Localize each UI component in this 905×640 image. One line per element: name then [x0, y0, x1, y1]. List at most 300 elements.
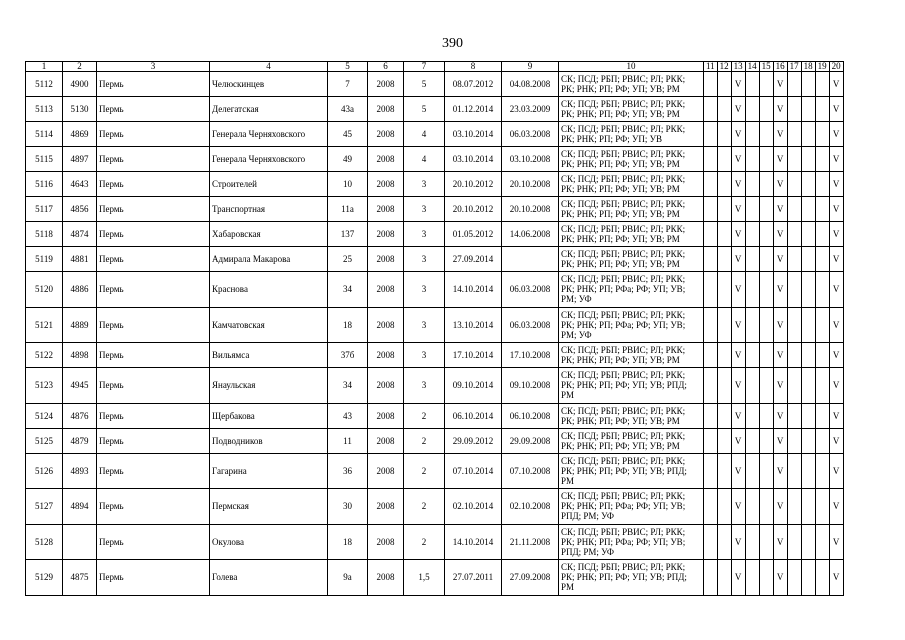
mark-cell-col-15 — [759, 307, 773, 343]
mark-cell-col-16: V — [773, 524, 787, 560]
mark-cell-col-18 — [801, 197, 815, 222]
year-cell: 2008 — [368, 560, 404, 596]
house-number-cell: 49 — [328, 147, 368, 172]
house-number-cell: 10 — [328, 172, 368, 197]
object-id-cell: 4889 — [63, 307, 97, 343]
column-header: 10 — [559, 62, 704, 72]
year-cell: 2008 — [368, 403, 404, 428]
mark-cell-col-18 — [801, 524, 815, 560]
row-number-cell: 5128 — [26, 524, 63, 560]
street-cell: Генерала Черняховского — [210, 122, 328, 147]
table-row — [26, 307, 844, 343]
mark-cell-col-17 — [787, 368, 801, 404]
work-codes-line: РК; РНК; РП; РФа; РФ; УП; УВ; — [561, 501, 686, 512]
mark-cell-col-13: V — [731, 97, 745, 122]
mark-cell-col-13: V — [731, 222, 745, 247]
mark-cell-col-13: V — [731, 428, 745, 453]
mark-cell-col-12 — [717, 403, 731, 428]
mark-cell-col-19 — [815, 428, 829, 453]
mark-cell-col-19 — [815, 72, 829, 97]
table-row — [26, 403, 844, 428]
floors-cell: 3 — [404, 222, 445, 247]
table-row — [26, 197, 844, 222]
date-2-cell: 06.03.2008 — [502, 272, 559, 308]
column-header: 7 — [404, 62, 445, 72]
mark-cell-col-15 — [759, 368, 773, 404]
mark-cell-col-18 — [801, 97, 815, 122]
work-codes-line: РК; РНК; РП; РФ; УП; УВ; РМ — [561, 234, 680, 244]
date-1-cell: 02.10.2014 — [445, 489, 502, 525]
work-codes-line: СК; ПСД; РБП; РВИС; РЛ; РКК; — [561, 174, 686, 184]
mark-cell-col-16: V — [773, 222, 787, 247]
work-codes-line: РК; РНК; РП; РФ; УП; УВ; РМ — [561, 109, 680, 119]
object-id-cell: 4897 — [63, 147, 97, 172]
object-id-cell: 4894 — [63, 489, 97, 525]
work-codes-cell — [559, 247, 704, 272]
mark-cell-col-15 — [759, 147, 773, 172]
date-2-cell: 09.10.2008 — [502, 368, 559, 404]
work-codes-cell — [559, 222, 704, 247]
mark-cell-col-14 — [745, 172, 759, 197]
mark-cell-col-12 — [717, 97, 731, 122]
floors-cell: 2 — [404, 403, 445, 428]
floors-cell: 3 — [404, 172, 445, 197]
mark-cell-col-19 — [815, 247, 829, 272]
mark-cell-col-20: V — [829, 368, 843, 404]
date-2-cell: 04.08.2008 — [502, 72, 559, 97]
floors-cell: 4 — [404, 147, 445, 172]
work-codes-line: РК; РНК; РП; РФ; УП; УВ; РПД; — [561, 465, 687, 476]
floors-cell: 3 — [404, 343, 445, 368]
house-number-cell: 137 — [328, 222, 368, 247]
date-1-cell: 14.10.2014 — [445, 272, 502, 308]
city-cell: Пермь — [97, 368, 210, 404]
mark-cell-col-11 — [704, 524, 718, 560]
year-cell: 2008 — [368, 368, 404, 404]
street-cell: Хабаровская — [210, 222, 328, 247]
mark-cell-col-15 — [759, 343, 773, 368]
mark-cell-col-13: V — [731, 403, 745, 428]
mark-cell-col-15 — [759, 97, 773, 122]
year-cell: 2008 — [368, 147, 404, 172]
table-row — [26, 97, 844, 122]
mark-cell-col-14 — [745, 403, 759, 428]
object-id-cell: 4898 — [63, 343, 97, 368]
work-codes-line: РК; РНК; РП; РФ; УП; УВ; РМ — [561, 159, 680, 169]
mark-cell-col-17 — [787, 524, 801, 560]
floors-cell: 3 — [404, 368, 445, 404]
city-cell: Пермь — [97, 307, 210, 343]
city-cell: Пермь — [97, 197, 210, 222]
work-codes-cell — [559, 307, 704, 343]
house-number-cell: 25 — [328, 247, 368, 272]
mark-cell-col-20: V — [829, 122, 843, 147]
floors-cell: 4 — [404, 122, 445, 147]
mark-cell-col-17 — [787, 307, 801, 343]
mark-cell-col-18 — [801, 172, 815, 197]
city-cell: Пермь — [97, 147, 210, 172]
work-codes-cell — [559, 172, 704, 197]
date-1-cell: 01.12.2014 — [445, 97, 502, 122]
work-codes-line: СК; ПСД; РБП; РВИС; РЛ; РКК; — [561, 345, 686, 355]
row-number-cell: 5116 — [26, 172, 63, 197]
row-number-cell: 5126 — [26, 453, 63, 489]
work-codes-line: РМ — [561, 390, 575, 401]
house-number-cell: 11а — [328, 197, 368, 222]
object-id-cell: 4886 — [63, 272, 97, 308]
mark-cell-col-13: V — [731, 343, 745, 368]
mark-cell-col-15 — [759, 560, 773, 596]
mark-cell-col-16: V — [773, 197, 787, 222]
column-header: 8 — [445, 62, 502, 72]
mark-cell-col-12 — [717, 247, 731, 272]
mark-cell-col-14 — [745, 368, 759, 404]
object-id-cell: 4876 — [63, 403, 97, 428]
street-cell: Генерала Черняховского — [210, 147, 328, 172]
date-2-cell: 29.09.2008 — [502, 428, 559, 453]
column-header: 4 — [210, 62, 328, 72]
house-number-cell: 9а — [328, 560, 368, 596]
mark-cell-col-19 — [815, 453, 829, 489]
mark-cell-col-11 — [704, 272, 718, 308]
mark-cell-col-20: V — [829, 489, 843, 525]
mark-cell-col-12 — [717, 72, 731, 97]
house-number-cell: 18 — [328, 524, 368, 560]
date-1-cell: 17.10.2014 — [445, 343, 502, 368]
work-codes-line: РК; РНК; РП; РФ; УП; УВ; РМ — [561, 84, 680, 94]
mark-cell-col-11 — [704, 560, 718, 596]
work-codes-line: СК; ПСД; РБП; РВИС; РЛ; РКК; — [561, 199, 686, 209]
mark-cell-col-18 — [801, 560, 815, 596]
city-cell: Пермь — [97, 172, 210, 197]
registry-table — [25, 61, 844, 596]
mark-cell-col-13: V — [731, 307, 745, 343]
column-header: 2 — [63, 62, 97, 72]
work-codes-line: РК; РНК; РП; РФ; УП; УВ; РМ — [561, 259, 680, 269]
work-codes-cell — [559, 97, 704, 122]
floors-cell: 5 — [404, 72, 445, 97]
table-row — [26, 122, 844, 147]
floors-cell: 3 — [404, 272, 445, 308]
mark-cell-col-17 — [787, 403, 801, 428]
mark-cell-col-19 — [815, 122, 829, 147]
row-number-cell: 5121 — [26, 307, 63, 343]
mark-cell-col-11 — [704, 489, 718, 525]
mark-cell-col-15 — [759, 172, 773, 197]
city-cell: Пермь — [97, 560, 210, 596]
year-cell: 2008 — [368, 222, 404, 247]
object-id-cell: 5130 — [63, 97, 97, 122]
mark-cell-col-14 — [745, 524, 759, 560]
mark-cell-col-17 — [787, 197, 801, 222]
year-cell: 2008 — [368, 453, 404, 489]
work-codes-line: РПД; РМ; УФ — [561, 546, 614, 557]
work-codes-line: РК; РНК; РП; РФа; РФ; УП; УВ; — [561, 284, 686, 295]
mark-cell-col-16: V — [773, 72, 787, 97]
mark-cell-col-14 — [745, 560, 759, 596]
mark-cell-col-17 — [787, 97, 801, 122]
work-codes-line: СК; ПСД; РБП; РВИС; РЛ; РКК; — [561, 224, 686, 234]
date-1-cell: 13.10.2014 — [445, 307, 502, 343]
mark-cell-col-19 — [815, 307, 829, 343]
row-number-cell: 5117 — [26, 197, 63, 222]
mark-cell-col-15 — [759, 272, 773, 308]
mark-cell-col-20: V — [829, 524, 843, 560]
mark-cell-col-14 — [745, 147, 759, 172]
mark-cell-col-16: V — [773, 247, 787, 272]
column-header: 11 — [704, 62, 718, 72]
object-id-cell: 4893 — [63, 453, 97, 489]
street-cell: Голева — [210, 560, 328, 596]
house-number-cell: 34 — [328, 368, 368, 404]
work-codes-cell — [559, 72, 704, 97]
mark-cell-col-20: V — [829, 307, 843, 343]
mark-cell-col-16: V — [773, 172, 787, 197]
row-number-cell: 5123 — [26, 368, 63, 404]
mark-cell-col-20: V — [829, 97, 843, 122]
object-id-cell: 4875 — [63, 560, 97, 596]
street-cell: Строителей — [210, 172, 328, 197]
work-codes-line: РК; РНК; РП; РФ; УП; УВ; РМ — [561, 440, 680, 451]
work-codes-line: РК; РНК; РП; РФа; РФ; УП; УВ; — [561, 536, 686, 547]
mark-cell-col-15 — [759, 453, 773, 489]
mark-cell-col-14 — [745, 247, 759, 272]
house-number-cell: 43а — [328, 97, 368, 122]
mark-cell-col-12 — [717, 453, 731, 489]
mark-cell-col-11 — [704, 247, 718, 272]
work-codes-cell — [559, 343, 704, 368]
table-row — [26, 524, 844, 560]
row-number-cell: 5118 — [26, 222, 63, 247]
mark-cell-col-12 — [717, 122, 731, 147]
house-number-cell: 30 — [328, 489, 368, 525]
mark-cell-col-15 — [759, 222, 773, 247]
mark-cell-col-13: V — [731, 489, 745, 525]
page-number: 390 — [442, 36, 463, 51]
work-codes-cell — [559, 368, 704, 404]
mark-cell-col-13: V — [731, 247, 745, 272]
year-cell: 2008 — [368, 72, 404, 97]
year-cell: 2008 — [368, 343, 404, 368]
city-cell: Пермь — [97, 343, 210, 368]
row-number-cell: 5127 — [26, 489, 63, 525]
work-codes-line: РМ; УФ — [561, 329, 592, 340]
mark-cell-col-12 — [717, 343, 731, 368]
city-cell: Пермь — [97, 122, 210, 147]
mark-cell-col-16: V — [773, 147, 787, 172]
table-row — [26, 453, 844, 489]
row-number-cell: 5122 — [26, 343, 63, 368]
mark-cell-col-16: V — [773, 368, 787, 404]
column-header: 3 — [97, 62, 210, 72]
column-header: 17 — [787, 62, 801, 72]
mark-cell-col-13: V — [731, 172, 745, 197]
city-cell: Пермь — [97, 428, 210, 453]
mark-cell-col-15 — [759, 72, 773, 97]
year-cell: 2008 — [368, 197, 404, 222]
object-id-cell: 4856 — [63, 197, 97, 222]
row-number-cell: 5125 — [26, 428, 63, 453]
mark-cell-col-11 — [704, 343, 718, 368]
work-codes-cell — [559, 428, 704, 453]
mark-cell-col-16: V — [773, 307, 787, 343]
mark-cell-col-14 — [745, 72, 759, 97]
mark-cell-col-19 — [815, 197, 829, 222]
table-row — [26, 222, 844, 247]
mark-cell-col-12 — [717, 560, 731, 596]
mark-cell-col-17 — [787, 343, 801, 368]
table-row — [26, 489, 844, 525]
mark-cell-col-17 — [787, 272, 801, 308]
table-row — [26, 368, 844, 404]
mark-cell-col-19 — [815, 489, 829, 525]
mark-cell-col-20: V — [829, 272, 843, 308]
date-1-cell: 27.07.2011 — [445, 560, 502, 596]
date-1-cell: 03.10.2014 — [445, 122, 502, 147]
mark-cell-col-18 — [801, 489, 815, 525]
mark-cell-col-16: V — [773, 453, 787, 489]
mark-cell-col-15 — [759, 122, 773, 147]
object-id-cell: 4881 — [63, 247, 97, 272]
mark-cell-col-17 — [787, 147, 801, 172]
mark-cell-col-19 — [815, 368, 829, 404]
year-cell: 2008 — [368, 307, 404, 343]
mark-cell-col-12 — [717, 222, 731, 247]
mark-cell-col-15 — [759, 247, 773, 272]
mark-cell-col-19 — [815, 172, 829, 197]
work-codes-line: РК; РНК; РП; РФ; УП; УВ; РМ — [561, 184, 680, 194]
row-number-cell: 5114 — [26, 122, 63, 147]
city-cell: Пермь — [97, 272, 210, 308]
mark-cell-col-14 — [745, 222, 759, 247]
work-codes-line: СК; ПСД; РБП; РВИС; РЛ; РКК; — [561, 124, 686, 134]
object-id-cell: 4869 — [63, 122, 97, 147]
table-row — [26, 560, 844, 596]
mark-cell-col-11 — [704, 197, 718, 222]
mark-cell-col-14 — [745, 197, 759, 222]
mark-cell-col-12 — [717, 272, 731, 308]
floors-cell: 1,5 — [404, 560, 445, 596]
table-row — [26, 343, 844, 368]
mark-cell-col-18 — [801, 343, 815, 368]
date-2-cell: 27.09.2008 — [502, 560, 559, 596]
mark-cell-col-18 — [801, 307, 815, 343]
mark-cell-col-18 — [801, 222, 815, 247]
mark-cell-col-14 — [745, 343, 759, 368]
house-number-cell: 11 — [328, 428, 368, 453]
mark-cell-col-14 — [745, 272, 759, 308]
mark-cell-col-17 — [787, 560, 801, 596]
table-row — [26, 147, 844, 172]
object-id-cell: 4874 — [63, 222, 97, 247]
mark-cell-col-20: V — [829, 428, 843, 453]
work-codes-line: РК; РНК; РП; РФ; УП; УВ; РМ — [561, 209, 680, 219]
row-number-cell: 5124 — [26, 403, 63, 428]
street-cell: Челюскинцев — [210, 72, 328, 97]
mark-cell-col-12 — [717, 197, 731, 222]
column-header: 9 — [502, 62, 559, 72]
house-number-cell: 43 — [328, 403, 368, 428]
mark-cell-col-14 — [745, 489, 759, 525]
city-cell: Пермь — [97, 72, 210, 97]
mark-cell-col-15 — [759, 197, 773, 222]
date-2-cell: 17.10.2008 — [502, 343, 559, 368]
street-cell: Щербакова — [210, 403, 328, 428]
column-header: 1 — [26, 62, 63, 72]
column-header: 15 — [759, 62, 773, 72]
work-codes-line: РК; РНК; РП; РФ; УП; УВ; РПД; — [561, 572, 687, 583]
mark-cell-col-16: V — [773, 403, 787, 428]
year-cell: 2008 — [368, 272, 404, 308]
date-2-cell: 06.03.2008 — [502, 122, 559, 147]
date-2-cell: 06.03.2008 — [502, 307, 559, 343]
date-2-cell — [502, 247, 559, 272]
object-id-cell: 4643 — [63, 172, 97, 197]
work-codes-line: РК; РНК; РП; РФ; УП; УВ; РМ — [561, 415, 680, 426]
column-header: 20 — [829, 62, 843, 72]
work-codes-cell — [559, 403, 704, 428]
table-row — [26, 72, 844, 97]
mark-cell-col-16: V — [773, 560, 787, 596]
mark-cell-col-17 — [787, 453, 801, 489]
mark-cell-col-19 — [815, 403, 829, 428]
floors-cell: 2 — [404, 453, 445, 489]
work-codes-line: РК; РНК; РП; РФ; УП; УВ; РПД; — [561, 380, 687, 391]
work-codes-cell — [559, 489, 704, 525]
mark-cell-col-12 — [717, 489, 731, 525]
mark-cell-col-11 — [704, 172, 718, 197]
mark-cell-col-13: V — [731, 272, 745, 308]
mark-cell-col-13: V — [731, 368, 745, 404]
object-id-cell — [63, 524, 97, 560]
work-codes-cell — [559, 560, 704, 596]
mark-cell-col-11 — [704, 403, 718, 428]
city-cell: Пермь — [97, 453, 210, 489]
column-header: 13 — [731, 62, 745, 72]
row-number-cell: 5120 — [26, 272, 63, 308]
date-2-cell: 20.10.2008 — [502, 172, 559, 197]
mark-cell-col-19 — [815, 272, 829, 308]
floors-cell: 3 — [404, 247, 445, 272]
work-codes-line: СК; ПСД; РБП; РВИС; РЛ; РКК; — [561, 249, 686, 259]
floors-cell: 2 — [404, 489, 445, 525]
floors-cell: 3 — [404, 197, 445, 222]
mark-cell-col-12 — [717, 428, 731, 453]
date-1-cell: 07.10.2014 — [445, 453, 502, 489]
mark-cell-col-18 — [801, 272, 815, 308]
year-cell: 2008 — [368, 122, 404, 147]
mark-cell-col-12 — [717, 524, 731, 560]
mark-cell-col-19 — [815, 147, 829, 172]
mark-cell-col-17 — [787, 122, 801, 147]
table-row — [26, 172, 844, 197]
mark-cell-col-19 — [815, 343, 829, 368]
mark-cell-col-13: V — [731, 524, 745, 560]
mark-cell-col-13: V — [731, 560, 745, 596]
mark-cell-col-13: V — [731, 122, 745, 147]
row-number-cell: 5115 — [26, 147, 63, 172]
city-cell: Пермь — [97, 97, 210, 122]
work-codes-cell — [559, 272, 704, 308]
work-codes-line: СК; ПСД; РБП; РВИС; РЛ; РКК; — [561, 491, 686, 502]
floors-cell: 2 — [404, 428, 445, 453]
mark-cell-col-20: V — [829, 222, 843, 247]
table-row — [26, 272, 844, 308]
year-cell: 2008 — [368, 247, 404, 272]
city-cell: Пермь — [97, 247, 210, 272]
house-number-cell: 18 — [328, 307, 368, 343]
work-codes-line: СК; ПСД; РБП; РВИС; РЛ; РКК; — [561, 149, 686, 159]
